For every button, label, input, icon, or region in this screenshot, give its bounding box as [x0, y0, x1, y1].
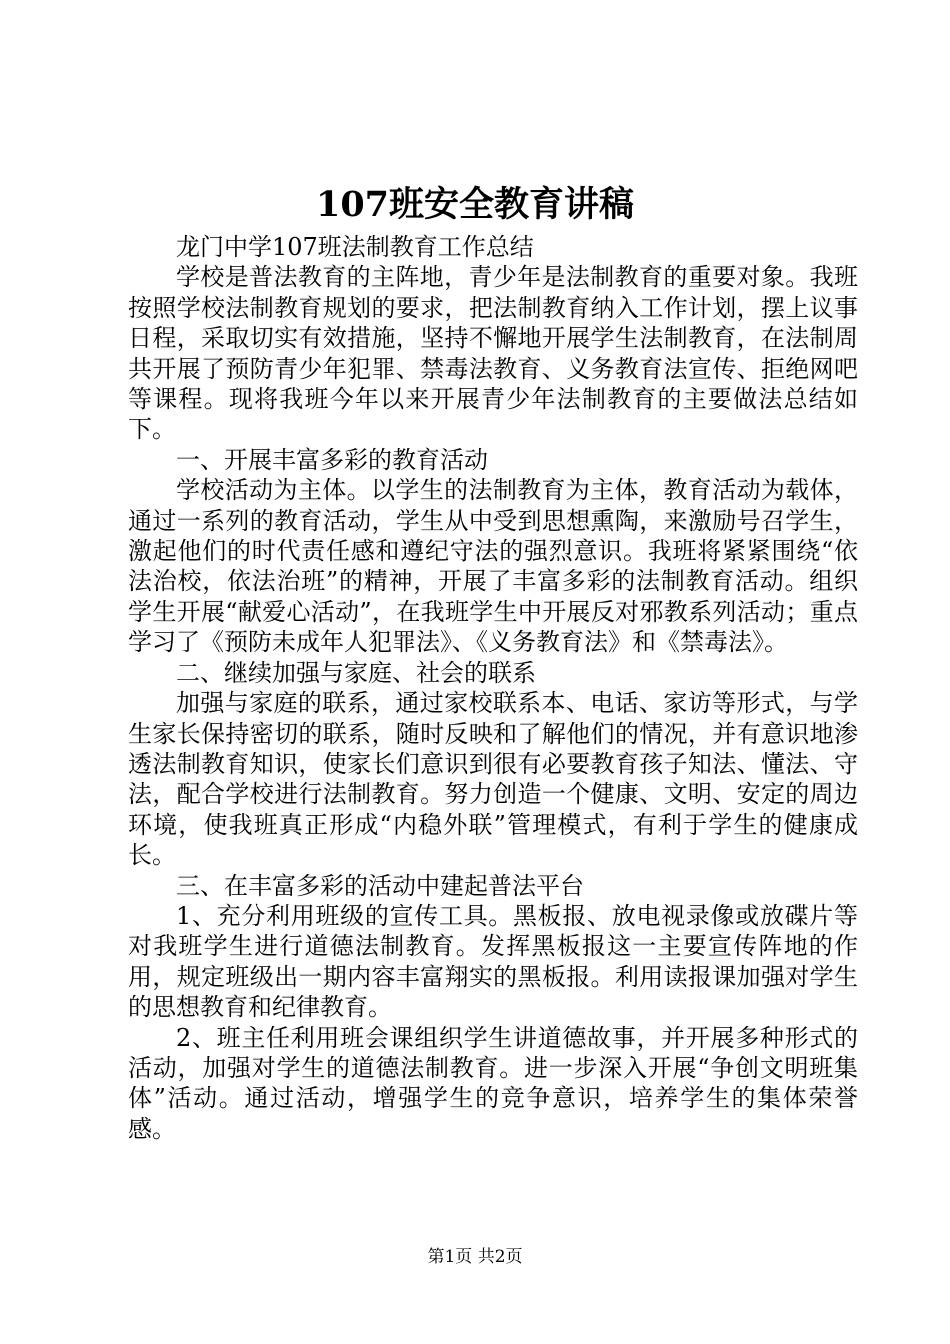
document-body — [128, 232, 858, 1144]
body-paragraph: 1、充分利用班级的宣传工具。黑板报、放电视录像或放碟片等对我班学生进行道德法制教育。发挥黑板报这一主要宣传阵地的作用，规定班级出一期内容丰富翔实的黑板报。利用读报课加强对学生的思想教育和纪律教育。 — [128, 901, 858, 1022]
body-paragraph: 学校活动为主体。以学生的法制教育为主体，教育活动为载体，通过一系列的教育活动，学生从中受到思想熏陶，来激励号召学生，激起他们的时代责任感和遵纪守法的强烈意识。我班将紧紧围绕“依法治校，依法治班”的精神，开展了丰富多彩的法制教育活动。组织学生开展“献爱心活动”，在我班学生中开展反对邪教系列活动；重点学习了《预防未成年人犯罪法》、《义务教育法》和《禁毒法》。 — [128, 476, 858, 657]
section-heading: 二、继续加强与家庭、社会的联系 — [176, 658, 536, 687]
body-paragraph: 学校是普法教育的主阵地，青少年是法制教育的重要对象。我班按照学校法制教育规划的要求，把法制教育纳入工作计划，摆上议事日程，采取切实有效措施，坚持不懈地开展学生法制教育，在法制周共开展了预防青少年犯罪、禁毒法教育、义务教育法宣传、拒绝网吧等课程。现将我班今年以来开展青少年法制教育的主要做法总结如下。 — [128, 263, 858, 444]
section-heading: 三、在丰富多彩的活动中建起普法平台 — [176, 871, 584, 900]
document-title: 107班安全教育讲稿 — [315, 184, 635, 225]
page-footer: 第1页 共2页 — [427, 1247, 523, 1267]
subtitle-paragraph: 龙门中学107班法制教育工作总结 — [176, 233, 534, 261]
body-paragraph: 加强与家庭的联系，通过家校联系本、电话、家访等形式，与学生家长保持密切的联系，随时反映和了解他们的情况，并有意识地渗透法制教育知识，使家长们意识到很有必要教育孩子知法、懂法、守法，配合学校进行法制教育。努力创造一个健康、文明、安定的周边环境，使我班真正形成“内稳外联”管理模式，有利于学生的健康成长。 — [128, 689, 858, 870]
section-heading: 一、开展丰富多彩的教育活动 — [176, 445, 488, 474]
body-paragraph: 2、班主任利用班会课组织学生讲道德故事，并开展多种形式的活动，加强对学生的道德法制教育。进一步深入开展“争创文明班集体”活动。通过活动，增强学生的竞争意识，培养学生的集体荣誉感。 — [128, 1023, 858, 1143]
